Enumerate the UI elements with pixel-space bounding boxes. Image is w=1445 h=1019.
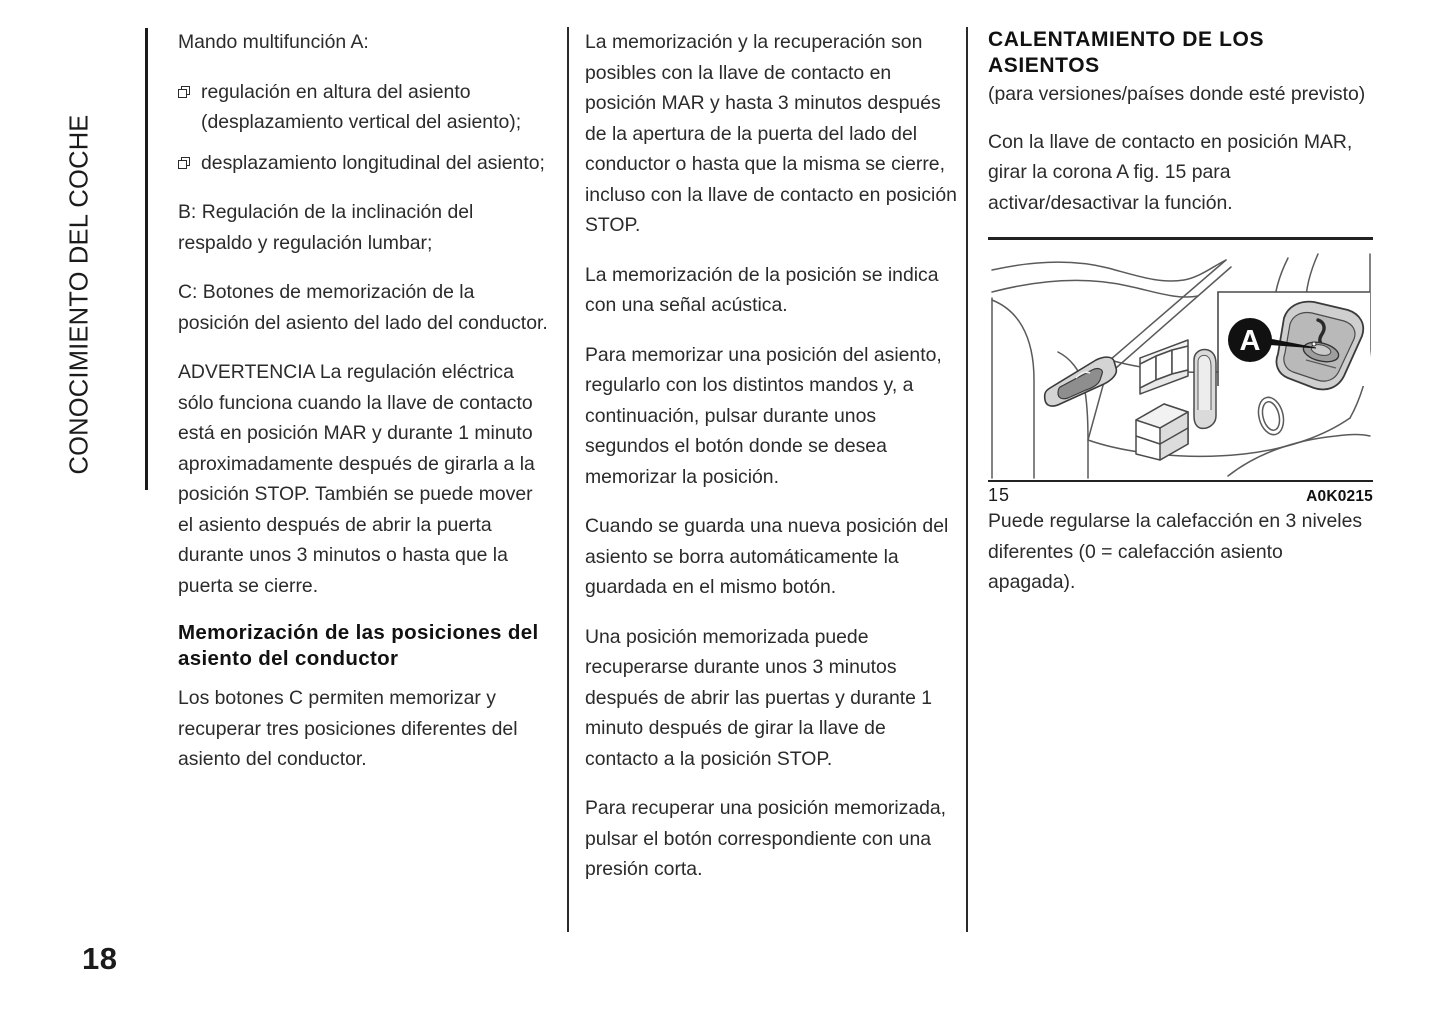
paragraph-activate: Con la llave de contacto en posición MAR, girar la corona A fig. 15 para activar/desactivar la función.: [988, 130, 1353, 214]
paragraph-acoustic-signal: La memorización de la posición se indica con una señal acústica.: [585, 263, 939, 316]
square-bullet-icon: [178, 86, 190, 98]
paragraph-warning: ADVERTENCIA La regulación eléctrica sólo funciona cuando la llave de contacto está en posición MAR y durante 1 minuto aproximadamente después de girarla a la posición STOP. También se puede mover el asiento después de abrir la puerta durante unos 3 minutos o hasta que la puerta se cierre.: [178, 361, 535, 597]
paragraph-heating-levels: Puede regularse la calefacción en 3 niveles diferentes (0 = calefacción asiento apagada).: [988, 510, 1363, 593]
list-item: [178, 148, 550, 179]
paragraph-recall-howto: Para recuperar una posición memorizada, pulsar el botón correspondiente con una presión corta.: [585, 797, 947, 880]
figure-caption: [988, 482, 1373, 506]
vertical-rocker: [1194, 349, 1216, 428]
paragraph-overwrite: Cuando se guarda una nueva posición del asiento se borra automáticamente la guardada en el mismo botón.: [585, 515, 949, 598]
chapter-tab-rule: [145, 28, 148, 490]
subnote-versions: (para versiones/países donde esté previsto): [988, 83, 1366, 105]
mirror-control-block: [1136, 404, 1188, 460]
door-panel-drawing: [988, 240, 1373, 480]
list-item: [178, 77, 550, 138]
list-item-label: regulación en altura del asiento (desplazamiento vertical del asiento);: [201, 80, 522, 133]
text-column-3: [988, 27, 1373, 617]
paragraph-recall-window: Una posición memorizada puede recuperarse durante unos 3 minutos después de abrir las puertas y durante 1 minuto después de girar la llave de contacto a la posición STOP.: [585, 625, 933, 770]
paragraph-intro: Mando multifunción A:: [178, 31, 369, 53]
heading-memorizacion: Memorización de las posiciones del asiento del conductor: [178, 621, 539, 670]
list-item-label: desplazamiento longitudinal del asiento;: [201, 151, 545, 174]
chapter-tab-label: CONOCIMIENTO DEL COCHE: [65, 114, 94, 475]
figure-15: [988, 237, 1373, 506]
paragraph-how-to-memorize: Para memorizar una posición del asiento, regularlo con los distintos mandos y, a continuación, pulsar durante unos segundos el botón donde se desea memorizar la posición.: [585, 343, 942, 488]
paragraph-memorizacion: Los botones C permiten memorizar y recuperar tres posiciones diferentes del asiento del conductor.: [178, 687, 518, 770]
column-divider-1: [567, 27, 569, 932]
window-switch-cluster: [1140, 340, 1188, 394]
bullet-list: [178, 77, 550, 179]
text-column-2: [585, 27, 957, 904]
text-column-1: [178, 27, 550, 794]
paragraph-control-b: B: Regulación de la inclinación del respaldo y regulación lumbar;: [178, 201, 474, 254]
page-number: 18: [82, 941, 118, 976]
figure-code: A0K0215: [1306, 488, 1373, 505]
paragraph-control-c: C: Botones de memorización de la posición del asiento del lado del conductor.: [178, 281, 548, 334]
heading-calentamiento: CALENTAMIENTO DE LOS ASIENTOS: [988, 28, 1265, 77]
figure-number: 15: [988, 485, 1011, 505]
square-bullet-icon: [178, 157, 190, 169]
chapter-tab: [0, 0, 150, 520]
paragraph-memo-recovery: La memorización y la recuperación son posibles con la llave de contacto en posición MAR y hasta 3 minutos después de la apertura de la puerta del lado del conductor o hasta que la misma se cierre, incluso con la llave de contacto en posición STOP.: [585, 31, 957, 236]
column-divider-2: [966, 27, 968, 932]
callout-letter-a: A: [1239, 324, 1261, 357]
seat-switch-left: [1045, 357, 1117, 406]
figure-illustration: [988, 240, 1373, 480]
